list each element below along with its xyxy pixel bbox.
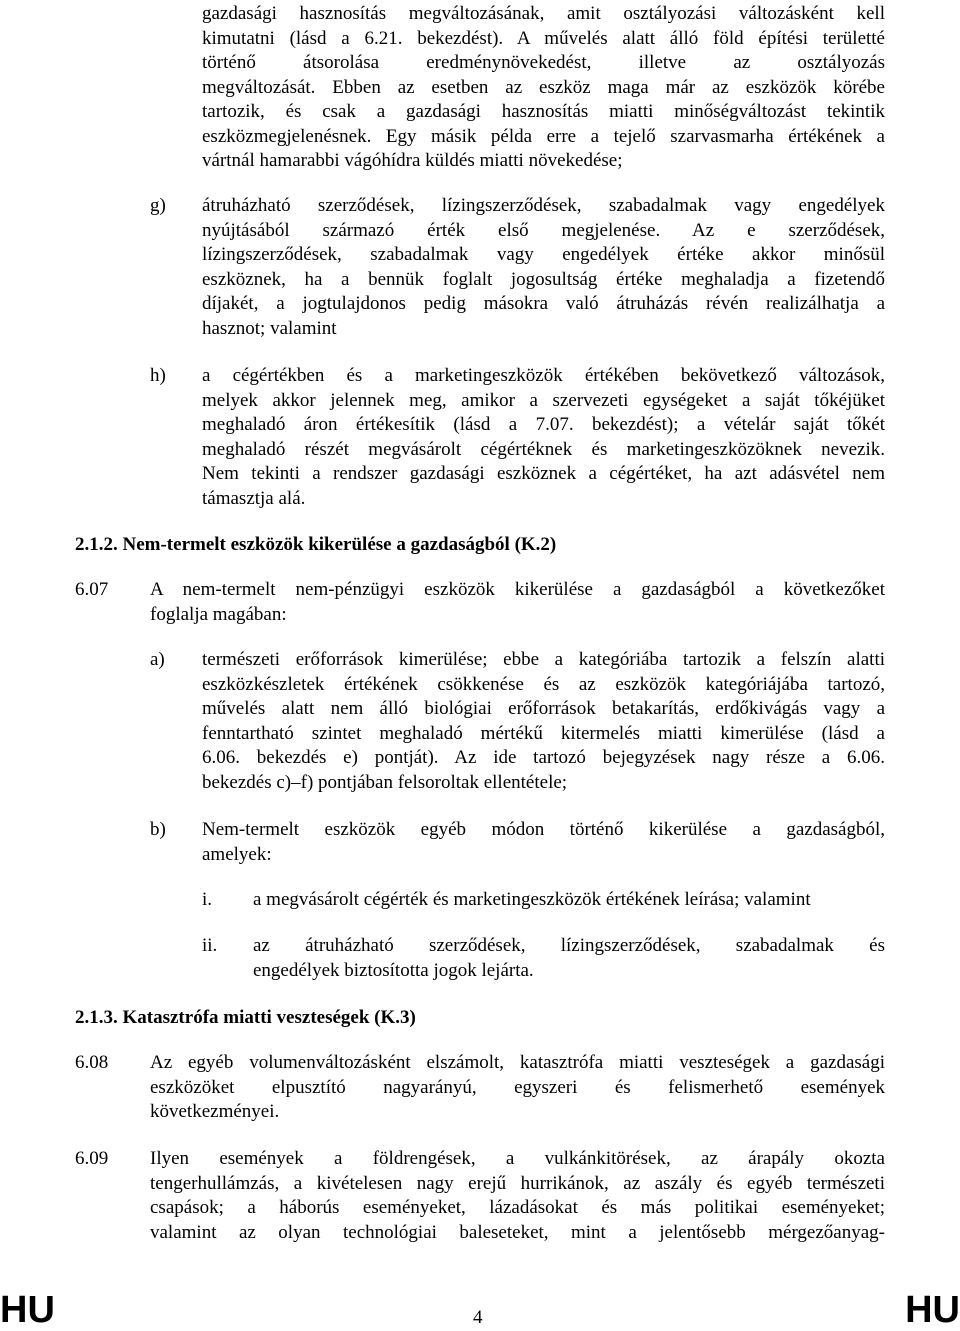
footer-language-right: HU — [905, 1289, 960, 1331]
item-b-marker: b) — [150, 819, 166, 840]
text-line: tartozik, és csak a gazdasági hasznosítás miatti minőségváltozást tekintik — [202, 101, 885, 122]
item-a-text — [202, 648, 885, 795]
page-number: 4 — [473, 1307, 483, 1328]
text-line: vártnál hamarabbi vágóhídra küldés miatti növekedése; — [202, 150, 623, 171]
text-line: 6.06. bekezdés e) pontját). Az ide tartozó bejegyzések nagy része a 6.06. — [202, 747, 885, 768]
text-line: természeti erőforrások kimerülése; ebbe a kategóriába tartozik a felszín alatti — [202, 649, 885, 670]
text-line: eszközkészletek értékének csökkenése és az eszközök kategóriájába tartozó, — [202, 673, 885, 695]
text-line: Nem tekinti a rendszer gazdasági eszköznek a cégértéket, ha azt adásvétel nem — [202, 463, 885, 484]
text-line: meghaladó áron értékesítik (lásd a 7.07. bekezdést); a vételár saját tőkét — [202, 414, 885, 435]
text-line: amelyek: — [202, 843, 272, 865]
text-line: Ilyen események a földrengések, a vulkánkitörések, az árapály okozta — [150, 1148, 885, 1169]
paragraph-number-6-09: 6.09 — [75, 1148, 109, 1169]
paragraph-6-07-text — [150, 578, 885, 627]
text-line: tengerhullámzás, a kivételesen nagy erejű hurrikánok, az aszály és egyéb természeti — [150, 1172, 885, 1194]
text-line: fenntartható szintet meghaladó mértékű kitermelés miatti kimerülése (lásd a — [202, 722, 885, 744]
text-line: gazdasági hasznosítás megváltozásának, amit osztályozási változásként kell — [202, 3, 885, 24]
text-line: Az egyéb volumenváltozásként elszámolt, katasztrófa miatti veszteségek a gazdasági — [150, 1052, 885, 1073]
paragraph-6-08-text — [150, 1051, 885, 1125]
section-heading-2-1-3: 2.1.3. Katasztrófa miatti veszteségek (K.3) — [75, 1007, 416, 1028]
text-line: A nem-termelt nem-pénzügyi eszközök kikerülése a gazdaságból a következőket — [150, 579, 885, 600]
item-b-ii-marker: ii. — [202, 935, 218, 956]
text-line: az átruházható szerződések, lízingszerződések, szabadalmak és — [253, 935, 885, 956]
text-line: foglalja magában: — [150, 603, 287, 625]
item-g-text — [202, 194, 885, 341]
text-line: történő átsorolása eredménynövekedést, illetve az osztályozás — [202, 52, 885, 73]
text-line: Nem-termelt eszközök egyéb módon történő kikerülése a gazdaságból, — [202, 819, 885, 840]
text-line: melyek akkor jelennek meg, amikor a szervezeti egységeket a saját tőkéjüket — [202, 389, 885, 411]
item-b-i-text — [253, 888, 885, 913]
section-heading-2-1-2: 2.1.2. Nem-termelt eszközök kikerülése a gazdaságból (K.2) — [75, 534, 557, 555]
text-line: a cégértékben és a marketingeszközök értékében bekövetkező változások, — [202, 365, 885, 386]
text-line: kimutatni (lásd a 6.21. bekezdést). A művelés alatt álló föld építési területté — [202, 27, 885, 49]
item-g-marker: g) — [150, 195, 166, 216]
item-b-text — [202, 818, 885, 867]
text-line: valamint az olyan technológiai baleseteket, mint a jelentősebb mérgezőanyag- — [150, 1221, 885, 1243]
text-line: lízingszerződések, szabadalmak vagy engedélyek értéke akkor minősül — [202, 244, 885, 265]
text-line: eszközöket elpusztító nagyarányú, egyszeri és felismerhető események — [150, 1076, 885, 1098]
text-line: eszközmegjelenésnek. Egy másik példa erre a tejelő szarvasmarha értékének a — [202, 125, 885, 147]
footer-language-left: HU — [0, 1289, 55, 1331]
text-line: támasztja alá. — [202, 487, 306, 509]
text-line: művelés alatt nem álló biológiai erőforrások betakarítás, erdőkivágás vagy a — [202, 698, 885, 719]
item-b-i-marker: i. — [202, 889, 213, 910]
text-line: díjakét, a jogtulajdonos pedig másokra való átruházás révén realizálhatja a — [202, 293, 885, 314]
text-line: megváltozását. Ebben az esetben az eszköz maga már az eszközök körébe — [202, 76, 885, 98]
item-h-text — [202, 364, 885, 511]
text-line: eszköznek, ha a bennük foglalt jogosultság értéke meghaladja a fizetendő — [202, 268, 885, 290]
text-line: engedélyek biztosította jogok lejárta. — [253, 959, 534, 981]
item-a-marker: a) — [150, 649, 165, 670]
item-h-marker: h) — [150, 365, 166, 386]
text-line: csapások; a háborús eseményeket, lázadásokat és más politikai eseményeket; — [150, 1197, 885, 1218]
text-line: bekezdés c)–f) pontjában felsoroltak ellentétele; — [202, 771, 568, 793]
text-line: meghaladó részét megvásárolt cégértéknek és marketingeszközöknek nevezik. — [202, 438, 885, 460]
paragraph-number-6-07: 6.07 — [75, 579, 109, 600]
text-line: következményei. — [150, 1101, 280, 1122]
paragraph-number-6-08: 6.08 — [75, 1052, 109, 1073]
text-line: a megvásárolt cégérték és marketingeszközök értékének leírása; valamint — [253, 889, 811, 910]
paragraph-6-09-text — [150, 1147, 885, 1245]
text-line: nyújtásából származó érték első megjelenése. Az e szerződések, — [202, 219, 885, 241]
text-line: hasznot; valamint — [202, 317, 337, 339]
intro-paragraph — [202, 2, 885, 174]
text-line: átruházható szerződések, lízingszerződések, szabadalmak vagy engedélyek — [202, 195, 885, 216]
item-b-ii-text — [253, 934, 885, 983]
